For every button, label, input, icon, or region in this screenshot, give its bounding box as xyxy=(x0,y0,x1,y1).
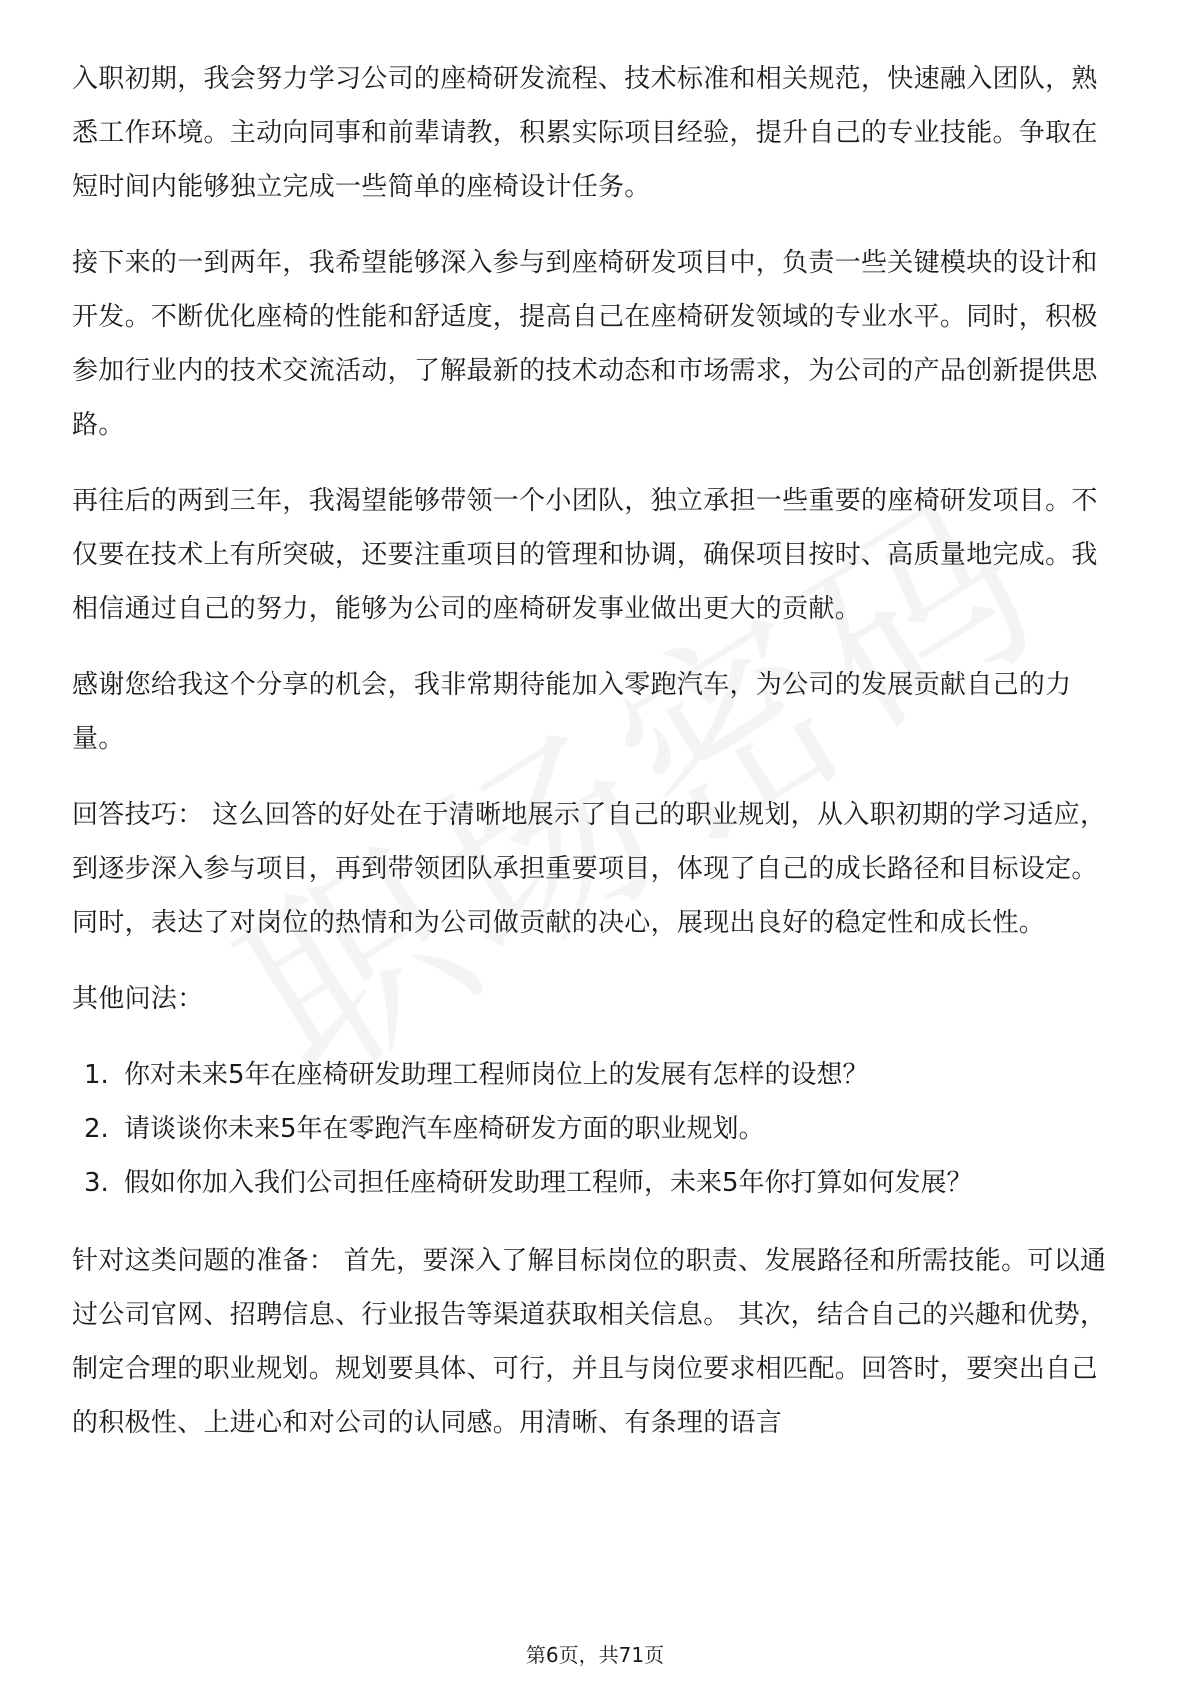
paragraph-onboarding: 入职初期，我会努力学习公司的座椅研发流程、技术标准和相关规范，快速融入团队，熟悉工作环境。主动向同事和前辈请教，积累实际项目经验，提升自己的专业技能。争取在短时间内能够独立完成一些简单的座椅设计任务。 xyxy=(72,64,1098,202)
other-questions-heading: 其他问法： xyxy=(72,984,204,1014)
paragraph-thanks: 感谢您给我这个分享的机会，我非常期待能加入零跑汽车，为公司的发展贡献自己的力量。 xyxy=(72,670,1072,754)
paragraph-two-three-years: 再往后的两到三年，我渴望能够带领一个小团队，独立承担一些重要的座椅研发项目。不仅要在技术上有所突破，还要注重项目的管理和协调，确保项目按时、高质量地完成。我相信通过自己的努力，能够为公司的座椅研发事业做出更大的贡献。 xyxy=(72,486,1098,624)
list-text: 假如你加入我们公司担任座椅研发助理工程师，未来5年你打算如何发展？ xyxy=(124,1168,973,1198)
list-text: 请谈谈你未来5年在零跑汽车座椅研发方面的职业规划。 xyxy=(124,1114,765,1144)
list-number: 3. xyxy=(84,1168,109,1198)
list-item xyxy=(72,1156,1118,1210)
list-text: 你对未来5年在座椅研发助理工程师岗位上的发展有怎样的设想？ xyxy=(124,1060,869,1090)
page-footer: 第6页，共71页 xyxy=(525,1643,665,1667)
document-body xyxy=(72,52,1118,1450)
other-questions-list xyxy=(72,1048,1118,1210)
paragraph-answer-tips: 回答技巧： 这么回答的好处在于清晰地展示了自己的职业规划，从入职初期的学习适应，到逐步深入参与项目，再到带领团队承担重要项目，体现了自己的成长路径和目标设定。同时，表达了对岗位的热情和为公司做贡献的决心，展现出良好的稳定性和成长性。 xyxy=(72,800,1107,938)
list-item xyxy=(72,1102,1118,1156)
list-number: 2. xyxy=(84,1114,109,1144)
paragraph-preparation: 针对这类问题的准备： 首先，要深入了解目标岗位的职责、发展路径和所需技能。可以通过公司官网、招聘信息、行业报告等渠道获取相关信息。 其次，结合自己的兴趣和优势，制定合理的职业规划。规划要具体、可行，并且与岗位要求相匹配。回答时，要突出自己的积极性、上进心和对公司的认同感。用清晰、有条理的语言 xyxy=(72,1246,1107,1438)
list-number: 1. xyxy=(84,1060,109,1090)
list-item xyxy=(72,1048,1118,1102)
paragraph-one-two-years: 接下来的一到两年，我希望能够深入参与到座椅研发项目中，负责一些关键模块的设计和开发。不断优化座椅的性能和舒适度，提高自己在座椅研发领域的专业水平。同时，积极参加行业内的技术交流活动，了解最新的技术动态和市场需求，为公司的产品创新提供思路。 xyxy=(72,248,1098,440)
